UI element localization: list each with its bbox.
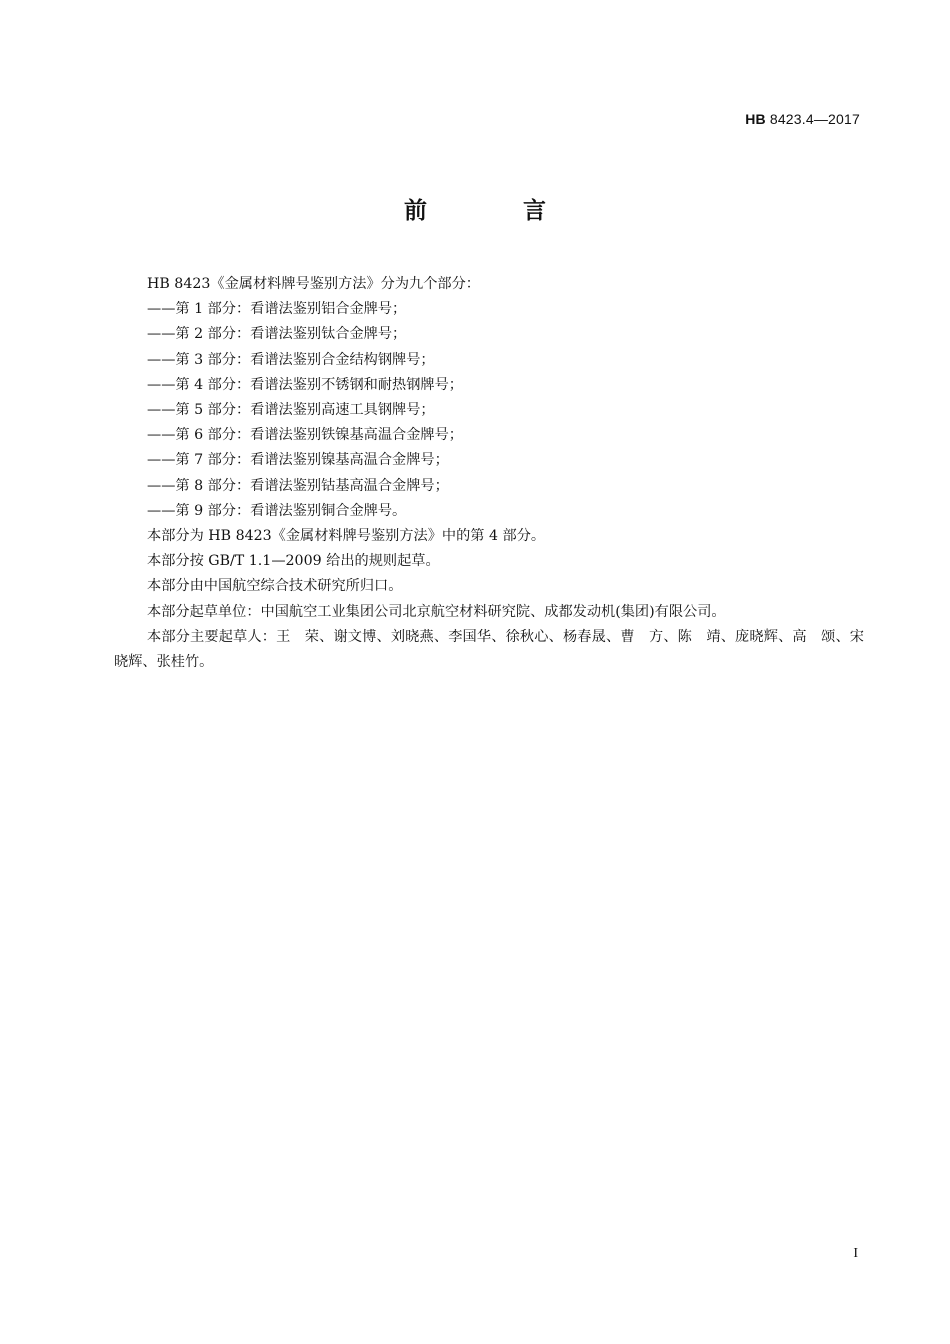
drafters-paragraph: 本部分主要起草人：王 荣、谢文博、刘晓燕、李国华、徐秋心、杨春晟、曹 方、陈 靖、庞晓辉、高 颂、宋晓辉、张桂竹。 (114, 628, 864, 671)
foreword-body (114, 272, 864, 675)
list-item-part-3: ——第 3 部分：看谱法鉴别合金结构钢牌号； (147, 351, 435, 368)
page-number: I (853, 1246, 858, 1261)
list-item-part-8: ——第 8 部分：看谱法鉴别钴基高温合金牌号； (147, 477, 449, 494)
centralized-unit-paragraph: 本部分由中国航空综合技术研究所归口。 (147, 578, 403, 595)
list-item-part-6: ——第 6 部分：看谱法鉴别铁镍基高温合金牌号； (147, 427, 463, 444)
scope-paragraph: 本部分为 HB 8423《金属材料牌号鉴别方法》中的第 4 部分。 (147, 528, 546, 545)
list-item-part-7: ——第 7 部分：看谱法鉴别镍基高温合金牌号； (147, 452, 449, 469)
standard-code (745, 111, 860, 127)
list-item-part-5: ——第 5 部分：看谱法鉴别高速工具钢牌号； (147, 402, 435, 419)
intro-paragraph: HB 8423《金属材料牌号鉴别方法》分为九个部分： (147, 276, 480, 292)
page-title: 前 言 (403, 198, 590, 224)
drafting-units-paragraph: 本部分起草单位：中国航空工业集团公司北京航空材料研究院、成都发动机(集团)有限公司。 (147, 603, 726, 620)
list-item-part-9: ——第 9 部分：看谱法鉴别铜合金牌号。 (147, 502, 407, 519)
standard-code-number: 8423.4—2017 (769, 111, 860, 127)
standard-code-prefix: HB (745, 111, 766, 127)
list-item-part-4: ——第 4 部分：看谱法鉴别不锈钢和耐热钢牌号； (147, 376, 463, 393)
list-item-part-2: ——第 2 部分：看谱法鉴别钛合金牌号； (147, 326, 407, 343)
list-item-part-1: ——第 1 部分：看谱法鉴别铝合金牌号； (147, 301, 407, 318)
drafting-rules-paragraph: 本部分按 GB/T 1.1—2009 给出的规则起草。 (147, 553, 440, 570)
